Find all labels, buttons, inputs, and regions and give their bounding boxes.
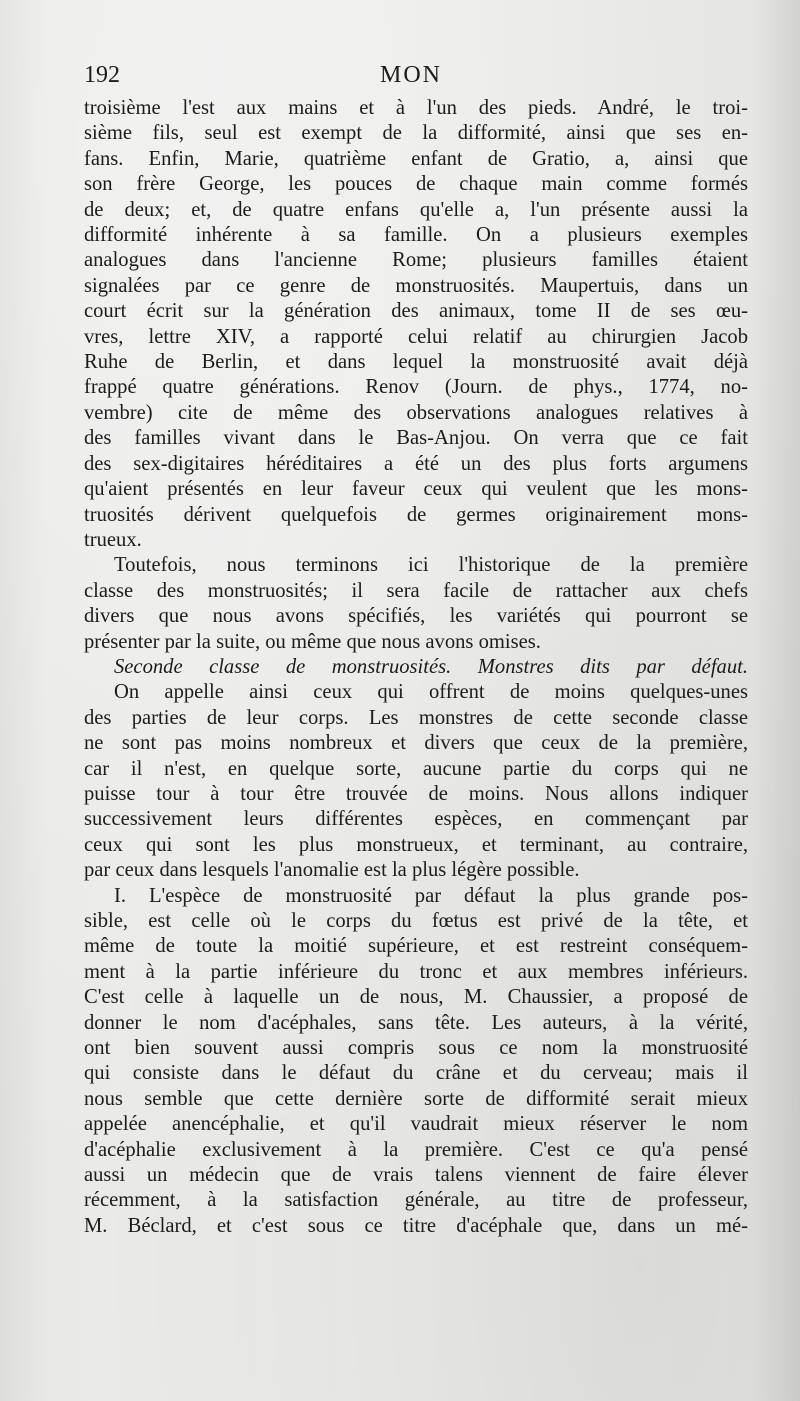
paragraph-2	[84, 553, 748, 655]
text-line: Ruhe de Berlin, et dans lequel la monstruosité avait déjà	[84, 351, 748, 374]
text-line: vembre) cite de même des observations analogues relatives à	[84, 401, 748, 424]
paragraph-3	[84, 680, 748, 883]
text-line: Toutefois, nous terminons ici l'historique de la première	[114, 554, 748, 577]
text-line: nous semble que cette dernière sorte de difformité serait mieux	[84, 1087, 748, 1110]
text-line: puisse tour à tour être trouvée de moins. Nous allons indiquer	[84, 782, 748, 805]
text-line: présenter par la suite, ou même que nous avons omises.	[84, 630, 541, 653]
text-line: C'est celle à laquelle un de nous, M. Chaussier, a proposé de	[84, 986, 748, 1009]
text-line: analogues dans l'ancienne Rome; plusieurs familles étaient	[84, 249, 748, 272]
text-line: d'acéphalie exclusivement à la première. C'est ce qu'a pensé	[84, 1138, 748, 1161]
text-line: divers que nous avons spécifiés, les variétés qui pourront se	[84, 605, 748, 628]
text-line: frappé quatre générations. Renov (Journ. de phys., 1774, no-	[84, 376, 748, 399]
paragraph-1	[84, 96, 748, 553]
text-line: vres, lettre XIV, a rapporté celui relatif au chirurgien Jacob	[84, 325, 748, 348]
text-line: récemment, à la satisfaction générale, au titre de professeur,	[84, 1189, 748, 1212]
running-title: MON	[380, 62, 443, 88]
text-line: ne sont pas moins nombreux et divers que ceux de la première,	[84, 732, 748, 755]
text-line: M. Béclard, et c'est sous ce titre d'acéphale que, dans un mé-	[84, 1214, 748, 1237]
text-line: successivement leurs différentes espèces, en commençant par	[84, 808, 748, 831]
text-line: qu'aient présentés en leur faveur ceux qui veulent que les mons-	[84, 478, 748, 501]
text-line: truosités dérivent quelquefois de germes originairement mons-	[84, 503, 748, 526]
text-line: sible, est celle où le corps du fœtus est privé de la tête, et	[84, 910, 748, 932]
text-line: trueux.	[84, 528, 142, 551]
text-line: donner le nom d'acéphales, sans tête. Les auteurs, à la vérité,	[84, 1011, 748, 1034]
text-line: des sex-digitaires héréditaires a été un des plus forts argumens	[84, 452, 748, 475]
body-text	[84, 96, 748, 1239]
text-line: son frère George, les pouces de chaque main comme formés	[84, 173, 748, 196]
page-number: 192	[84, 62, 120, 88]
text-line: ment à la partie inférieure du tronc et aux membres inférieurs.	[84, 960, 748, 983]
text-line: des parties de leur corps. Les monstres de cette seconde classe	[84, 706, 748, 729]
text-line: signalées par ce genre de monstruosités. Maupertuis, dans un	[84, 274, 748, 297]
paragraph-4	[84, 884, 748, 1240]
text-line: appelée anencéphalie, et qu'il vaudrait mieux réserver le nom	[84, 1113, 748, 1136]
running-head	[84, 62, 760, 96]
section-heading-line: Seconde classe de monstruosités. Monstres dits par défaut.	[114, 655, 748, 678]
text-line: fans. Enfin, Marie, quatrième enfant de Gratio, a, ainsi que	[84, 147, 748, 170]
text-line: même de toute la moitié supérieure, et est restreint conséquem-	[84, 935, 748, 958]
text-line: par ceux dans lesquels l'anomalie est la plus légère possible.	[84, 859, 580, 882]
text-line: qui consiste dans le défaut du crâne et du cerveau; mais il	[84, 1062, 748, 1085]
text-line: classe des monstruosités; il sera facile de rattacher aux chefs	[84, 579, 748, 602]
text-line: ceux qui sont les plus monstrueux, et terminant, au contraire,	[84, 833, 748, 856]
text-line: On appelle ainsi ceux qui offrent de moins quelques-unes	[114, 681, 748, 704]
text-line: I. L'espèce de monstruosité par défaut la plus grande pos-	[114, 884, 748, 907]
section-heading	[84, 655, 748, 680]
text-line: car il n'est, en quelque sorte, aucune partie du corps qui ne	[84, 757, 748, 780]
text-line: aussi un médecin que de vrais talens viennent de faire élever	[84, 1164, 748, 1187]
text-line: de deux; et, de quatre enfans qu'elle a, l'un présente aussi la	[84, 198, 748, 221]
text-line: troisième l'est aux mains et à l'un des pieds. André, le troi-	[84, 97, 748, 119]
text-line: difformité inhérente à sa famille. On a plusieurs exemples	[84, 224, 748, 247]
text-line: ont bien souvent aussi compris sous ce nom la monstruosité	[84, 1037, 748, 1060]
text-line: court écrit sur la génération des animaux, tome II de ses œu-	[84, 300, 748, 323]
text-line: des familles vivant dans le Bas-Anjou. On verra que ce fait	[84, 427, 748, 450]
text-line: sième fils, seul est exempt de la difformité, ainsi que ses en-	[84, 122, 748, 145]
